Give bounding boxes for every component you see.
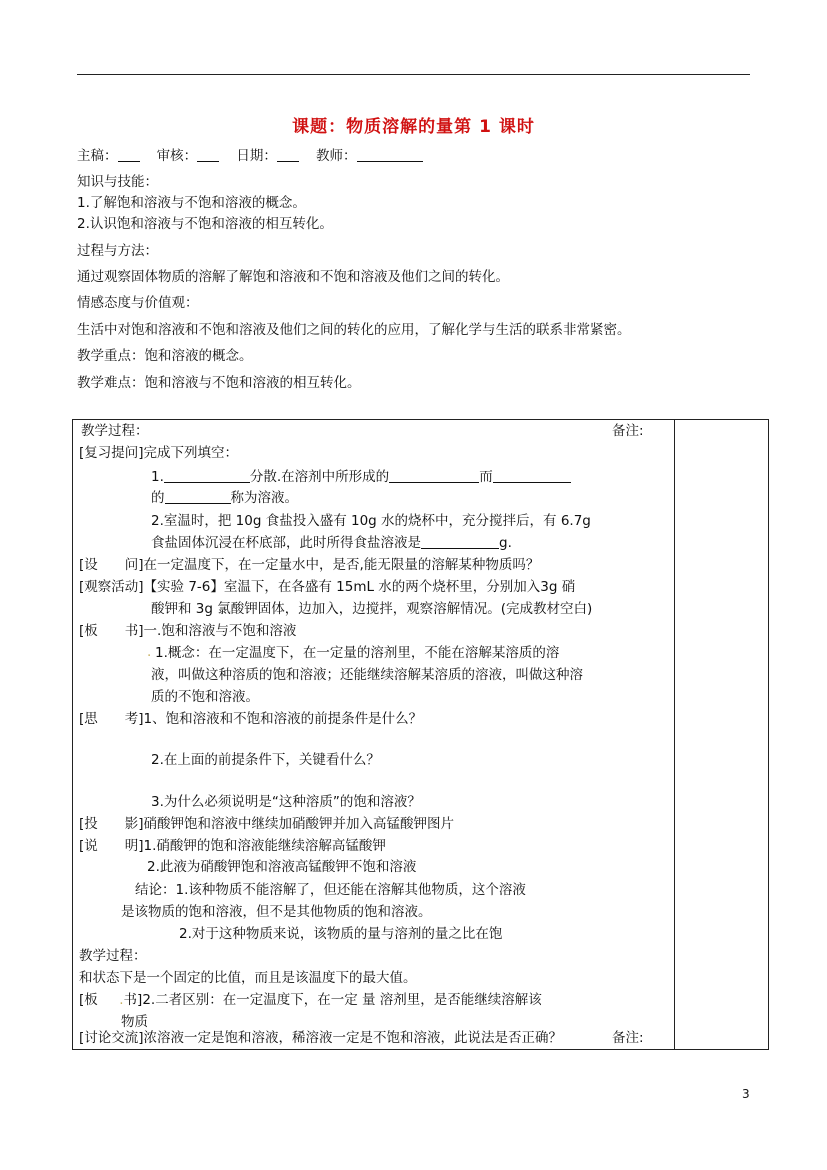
banshu-2-label: [板 bbox=[79, 992, 98, 1008]
shuoming-2: 2.此液为硝酸钾饱和溶液高锰酸钾不饱和溶液 bbox=[147, 859, 417, 875]
jielun-2: 是该物质的饱和溶液，但不是其他物质的饱和溶液。 bbox=[121, 904, 432, 920]
meta-zhugao: 主稿： bbox=[77, 148, 118, 164]
blank-jiaoshi[interactable] bbox=[357, 146, 423, 162]
q1-number: 1. bbox=[151, 469, 164, 485]
zhishi-item-1: 1.了解饱和溶液与不饱和溶液的概念。 bbox=[77, 195, 306, 211]
touying: [投 影]硝酸钾饱和溶液中继续加硝酸钾并加入高锰酸钾图片 bbox=[79, 816, 455, 832]
q1-text-b: 分散.在溶剂中所形成的 bbox=[249, 469, 390, 485]
page-title: 课题：物质溶解的量第 1 课时 bbox=[292, 117, 535, 137]
q1-text-d: 的 bbox=[151, 490, 165, 506]
difficult-point: 教学难点：饱和溶液与不饱和溶液的相互转化。 bbox=[77, 375, 361, 391]
guancha-line1: [观察活动]【实验 7-6】室温下，在各盛有 15mL 水的两个烧杯里，分别加入3g 硝 bbox=[79, 579, 576, 595]
qinggan-text: 生活中对饱和溶液和不饱和溶液及他们之间的转化的应用，了解化学与生活的联系非常紧密。 bbox=[77, 322, 631, 338]
sheti-question: [设 问]在一定温度下，在一定量水中，是否,能无限量的溶解某种物质吗？ bbox=[79, 557, 540, 573]
gainian-mark: . bbox=[147, 644, 152, 660]
zhishi-item-2: 2.认识饱和溶液与不饱和溶液的相互转化。 bbox=[77, 216, 333, 232]
gainian-line3: 质的不饱和溶液。 bbox=[151, 689, 259, 705]
zhishi-heading: 知识与技能： bbox=[77, 174, 158, 190]
key-point: 教学重点：饱和溶液的概念。 bbox=[77, 348, 253, 364]
header-rule bbox=[77, 74, 750, 75]
lesson-table bbox=[72, 419, 769, 1050]
guocheng-heading: 过程与方法： bbox=[77, 243, 158, 259]
guancha-line2: 酸钾和 3g 氯酸钾固体，边加入，边搅拌，观察溶解情况。(完成教材空白) bbox=[151, 601, 593, 617]
blank-zhugao[interactable] bbox=[118, 146, 140, 162]
qinggan-heading: 情感态度与价值观： bbox=[77, 295, 199, 311]
meta-jiaoshi: 教师： bbox=[316, 148, 357, 164]
taolun: [讨论交流]浓溶液一定是饱和溶液，稀溶液一定是不饱和溶液，此说法是否正确？ bbox=[79, 1030, 563, 1046]
question-2-line2 bbox=[151, 533, 512, 553]
shuoming-1: [说 明]1.硝酸钾的饱和溶液能继续溶解高锰酸钾 bbox=[79, 838, 386, 854]
sikao-3: 3.为什么必须说明是“这种溶质”的饱和溶液？ bbox=[151, 794, 421, 810]
jielun-3: 2.对于这种物质来说，该物质的量与溶剂的量之比在饱 bbox=[179, 926, 503, 942]
jielun-1: 结论：1.该种物质不能溶解了，但还能在溶解其他物质，这个溶液 bbox=[135, 882, 526, 898]
meta-riqi: 日期： bbox=[236, 148, 277, 164]
meta-shenhe: 审核： bbox=[156, 148, 198, 164]
gainian-line1: 1.概念：在一定温度下，在一定量的溶剂里，不能在溶解某溶质的溶 bbox=[155, 645, 560, 661]
question-1-line1 bbox=[151, 467, 571, 487]
guocheng-text: 通过观察固体物质的溶解了解饱和溶液和不饱和溶液及他们之间的转化。 bbox=[77, 269, 509, 285]
banshu-2-text: 书]2.二者区别：在一定温度下，在一定 量 溶剂里，是否能继续溶解该 bbox=[123, 992, 542, 1008]
q2-text: 食盐固体沉浸在杯底部，此时所得食盐溶液是 bbox=[151, 535, 421, 551]
banshu-2-cont: 物质 bbox=[121, 1014, 148, 1030]
banshu-1: [板 书]一.饱和溶液与不饱和溶液 bbox=[79, 623, 297, 639]
q1-blank-3[interactable] bbox=[493, 467, 571, 483]
sikao-1: [思 考]1、饱和溶液和不饱和溶液的前提条件是什么？ bbox=[79, 711, 423, 727]
q1-blank-4[interactable] bbox=[165, 488, 231, 504]
q1-text-e: 称为溶液。 bbox=[230, 490, 298, 506]
process-heading-2: 教学过程： bbox=[79, 948, 147, 964]
beizhu-top: 备注: bbox=[612, 423, 644, 439]
q2-unit: g. bbox=[499, 535, 512, 551]
question-2-line1: 2.室温时，把 10g 食盐投入盛有 10g 水的烧杯中，充分搅拌后，有 6.7g bbox=[151, 513, 591, 529]
question-1-line2 bbox=[151, 488, 298, 508]
sikao-2: 2.在上面的前提条件下，关键看什么？ bbox=[151, 752, 380, 768]
page-number: 3 bbox=[742, 1087, 750, 1101]
q1-text-c: 而 bbox=[479, 469, 493, 485]
q1-blank-2[interactable] bbox=[389, 467, 479, 483]
q2-blank[interactable] bbox=[421, 533, 499, 549]
column-divider bbox=[674, 420, 675, 1049]
blank-shenhe[interactable] bbox=[197, 146, 219, 162]
review-prompt: [复习提问]完成下列填空： bbox=[79, 445, 239, 461]
meta-line bbox=[77, 146, 423, 166]
gainian-line2: 液，叫做这种溶质的饱和溶液；还能继续溶解某溶质的溶液，叫做这种溶 bbox=[151, 667, 583, 683]
blank-riqi[interactable] bbox=[277, 146, 299, 162]
jielun-4: 和状态下是一个固定的比值，而且是该温度下的最大值。 bbox=[79, 970, 417, 986]
banshu-2 bbox=[79, 990, 542, 1010]
process-heading: 教学过程： bbox=[81, 423, 149, 439]
q1-blank-1[interactable] bbox=[164, 467, 250, 483]
beizhu-bottom: 备注: bbox=[612, 1030, 644, 1046]
banshu-2-mark: . bbox=[119, 992, 124, 1008]
